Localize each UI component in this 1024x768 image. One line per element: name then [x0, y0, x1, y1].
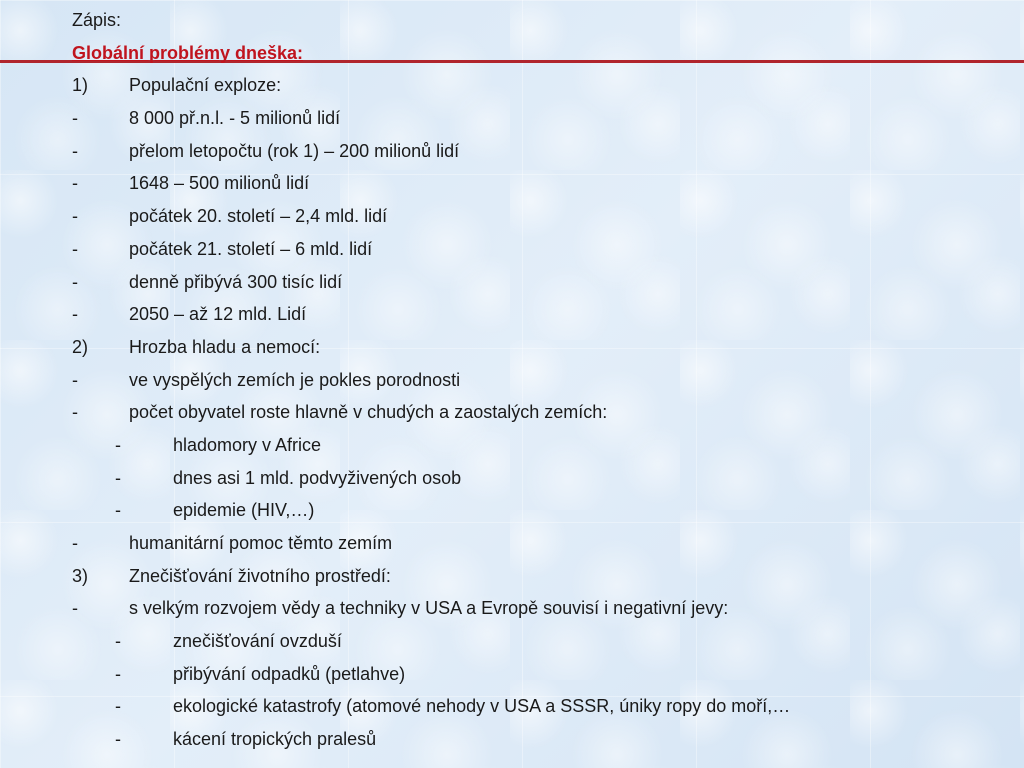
- list-item: [72, 200, 1012, 233]
- list-marker: -: [72, 402, 78, 423]
- list-item-text: s velkým rozvojem vědy a techniky v USA a Evropě souvisí i negativní jevy:: [129, 598, 729, 619]
- list-item: [72, 102, 1012, 135]
- list-item-text: Populační exploze:: [129, 75, 282, 96]
- list-item: [72, 135, 1012, 168]
- list-item: [72, 592, 1012, 625]
- list-marker: -: [115, 663, 121, 684]
- sub-list-item: [72, 462, 1012, 495]
- list-marker: -: [72, 369, 78, 390]
- list-marker: -: [115, 500, 121, 521]
- list-marker: -: [72, 598, 78, 619]
- list-item-text: hladomory v Africe: [173, 434, 322, 455]
- list-item: [72, 298, 1012, 331]
- sub-list-item: [72, 723, 1012, 756]
- list-item-text: ekologické katastrofy (atomové nehody v USA a SSSR, úniky ropy do moří,…: [173, 696, 791, 717]
- list-item: [72, 331, 1012, 364]
- sub-list-item: [72, 625, 1012, 658]
- list-item-text: epidemie (HIV,…): [173, 500, 315, 521]
- list-marker: 2): [72, 336, 89, 357]
- list-marker: -: [72, 238, 78, 259]
- list-marker: -: [115, 467, 121, 488]
- list-item-text: 1648 – 500 milionů lidí: [129, 173, 310, 194]
- sub-list-item: [72, 494, 1012, 527]
- list-item-text: přibývání odpadků (petlahve): [173, 663, 406, 684]
- bullet-list: [72, 69, 1012, 755]
- list-item: [72, 364, 1012, 397]
- list-item-text: 8 000 př.n.l. - 5 milionů lidí: [129, 108, 341, 129]
- list-item-text: kácení tropických pralesů: [173, 729, 377, 750]
- slide-content: [72, 4, 1012, 756]
- list-item-text: počátek 21. století – 6 mld. lidí: [129, 238, 373, 259]
- list-item: [72, 527, 1012, 560]
- list-item-text: počet obyvatel roste hlavně v chudých a zaostalých zemích:: [129, 402, 608, 423]
- list-marker: -: [72, 271, 78, 292]
- list-item: [72, 560, 1012, 593]
- list-item-text: humanitární pomoc těmto zemím: [129, 533, 393, 553]
- list-item-text: dnes asi 1 mld. podvyživených osob: [173, 467, 462, 488]
- list-marker: -: [115, 631, 121, 652]
- sub-list-item: [72, 658, 1012, 691]
- sub-list-item: [72, 429, 1012, 462]
- list-item-text: 2050 – až 12 mld. Lidí: [129, 304, 307, 325]
- list-marker: -: [72, 304, 78, 325]
- list-item: [72, 266, 1012, 299]
- list-item-text: ve vyspělých zemích je pokles porodnosti: [129, 369, 461, 390]
- list-item-text: denně přibývá 300 tisíc lidí: [129, 271, 343, 292]
- list-marker: -: [115, 729, 121, 750]
- list-marker: -: [72, 108, 78, 129]
- list-marker: -: [72, 533, 78, 553]
- list-item-text: znečišťování ovzduší: [173, 631, 342, 652]
- list-marker: -: [115, 696, 121, 717]
- list-marker: -: [115, 434, 121, 455]
- list-marker: 3): [72, 565, 89, 586]
- list-marker: -: [72, 140, 78, 161]
- list-item-text: Znečišťování životního prostředí:: [129, 565, 391, 586]
- notes-label-line: [72, 4, 1012, 37]
- notes-label: Zápis:: [72, 10, 122, 30]
- list-item: [72, 396, 1012, 429]
- list-item-text: počátek 20. století – 2,4 mld. lidí: [129, 206, 388, 227]
- list-item: [72, 69, 1012, 102]
- list-item-text: Hrozba hladu a nemocí:: [129, 336, 321, 357]
- slide-heading: Globální problémy dneška:: [72, 42, 304, 63]
- list-item: [72, 233, 1012, 266]
- list-marker: 1): [72, 75, 89, 96]
- list-item-text: přelom letopočtu (rok 1) – 200 milionů lidí: [129, 140, 460, 161]
- list-marker: -: [72, 206, 78, 227]
- list-item: [72, 167, 1012, 200]
- heading-line: [72, 37, 1012, 70]
- list-marker: -: [72, 173, 78, 194]
- sub-list-item: [72, 690, 1012, 723]
